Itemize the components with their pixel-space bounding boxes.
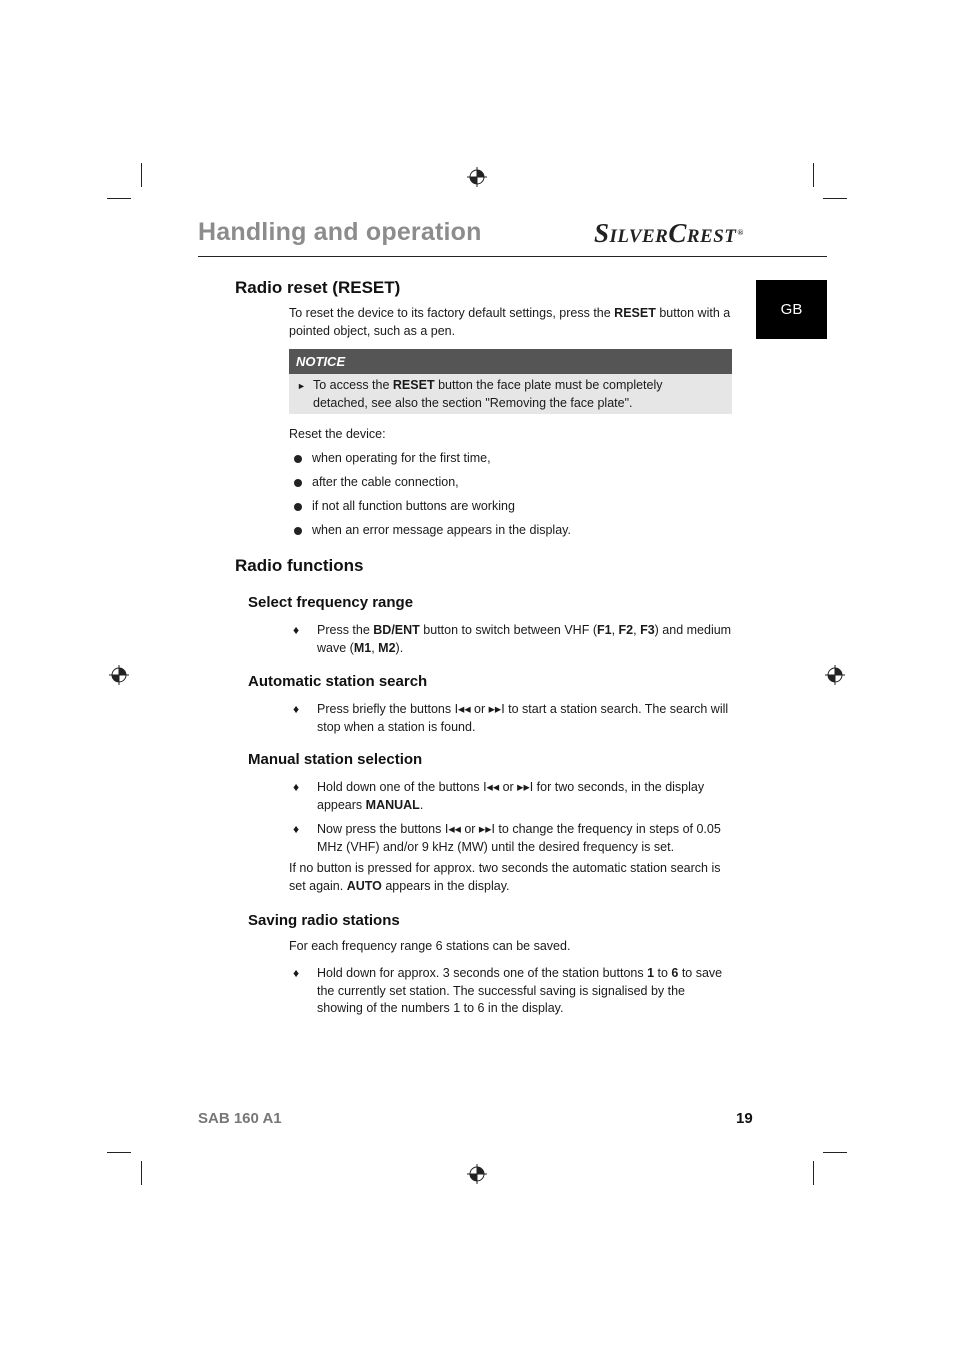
section-heading-radio-reset: Radio reset (RESET): [235, 278, 401, 297]
diamond-bullet-icon: ♦: [293, 702, 300, 716]
reset-conditions-list: [293, 450, 571, 546]
registration-mark-icon: [467, 167, 487, 187]
list-item: ♦ Now press the buttons I◂◂ or ▸▸I to change the frequency in steps of 0.05 MHz (VHF) and/or 9 kHz (MW) until the desired frequency is set.: [293, 822, 721, 854]
page-title: Handling and operation: [198, 218, 482, 246]
subheading-select-frequency: Select frequency range: [248, 594, 414, 611]
registration-mark-icon: [467, 1164, 487, 1184]
crop-mark: [107, 1152, 131, 1153]
list-item: when operating for the first time,: [293, 450, 571, 474]
list-item: ♦ Press the BD/ENT button to switch between VHF (F1, F2, F3) and medium wave (M1, M2).: [293, 623, 732, 655]
diamond-bullet-icon: ♦: [293, 822, 300, 836]
reset-intro-paragraph: To reset the device to its factory default settings, press the RESET button with a pointed object, such as a pen.: [289, 306, 731, 338]
section-heading-radio-functions: Radio functions: [235, 556, 364, 575]
reset-lead-text: Reset the device:: [289, 427, 386, 441]
list-item: after the cable connection,: [293, 474, 571, 498]
brand-logo: SILVERCREST®: [594, 218, 744, 248]
registration-mark-icon: [109, 665, 129, 685]
notice-box: [289, 349, 732, 414]
bullet-icon: [294, 455, 302, 463]
crop-mark: [141, 163, 142, 187]
saving-intro-text: For each frequency range 6 stations can be saved.: [289, 939, 571, 953]
crop-mark: [823, 198, 847, 199]
list-item: ♦ Hold down one of the buttons I◂◂ or ▸▸I for two seconds, in the display appears MANUAL.: [293, 780, 705, 812]
bullet-icon: [294, 503, 302, 511]
bullet-icon: [294, 527, 302, 535]
notice-title: NOTICE: [289, 349, 732, 374]
arrow-right-icon: ►: [297, 381, 306, 391]
list-item: ♦ Press briefly the buttons I◂◂ or ▸▸I to start a station search. The search will stop when a station is found.: [293, 702, 729, 734]
bullet-icon: [294, 479, 302, 487]
notice-body: ► To access the RESET button the face plate must be completely detached, see also the section "Removing the face plate".: [289, 374, 732, 414]
diamond-bullet-icon: ♦: [293, 780, 300, 794]
page-number: 19: [736, 1110, 753, 1127]
crop-mark: [141, 1161, 142, 1185]
manual-note-paragraph: If no button is pressed for approx. two seconds the automatic station search is set again. AUTO appears in the display.: [289, 861, 721, 893]
diamond-bullet-icon: ♦: [293, 966, 300, 980]
crop-mark: [813, 163, 814, 187]
model-number: SAB 160 A1: [198, 1110, 282, 1127]
diamond-bullet-icon: ♦: [293, 623, 300, 637]
list-item: when an error message appears in the display.: [293, 522, 571, 546]
subheading-manual-selection: Manual station selection: [248, 751, 423, 768]
header-rule: [198, 256, 827, 257]
language-tab: GB: [756, 280, 827, 339]
crop-mark: [813, 1161, 814, 1185]
list-item: ♦ Hold down for approx. 3 seconds one of the station buttons 1 to 6 to save the currently set station. The successful saving is signalised by the showing of the numbers 1 to 6 in the display.: [293, 966, 723, 1015]
subheading-automatic-search: Automatic station search: [248, 673, 428, 690]
crop-mark: [107, 198, 131, 199]
list-item: if not all function buttons are working: [293, 498, 571, 522]
crop-mark: [823, 1152, 847, 1153]
registration-mark-icon: [825, 665, 845, 685]
subheading-saving-stations: Saving radio stations: [248, 912, 400, 929]
